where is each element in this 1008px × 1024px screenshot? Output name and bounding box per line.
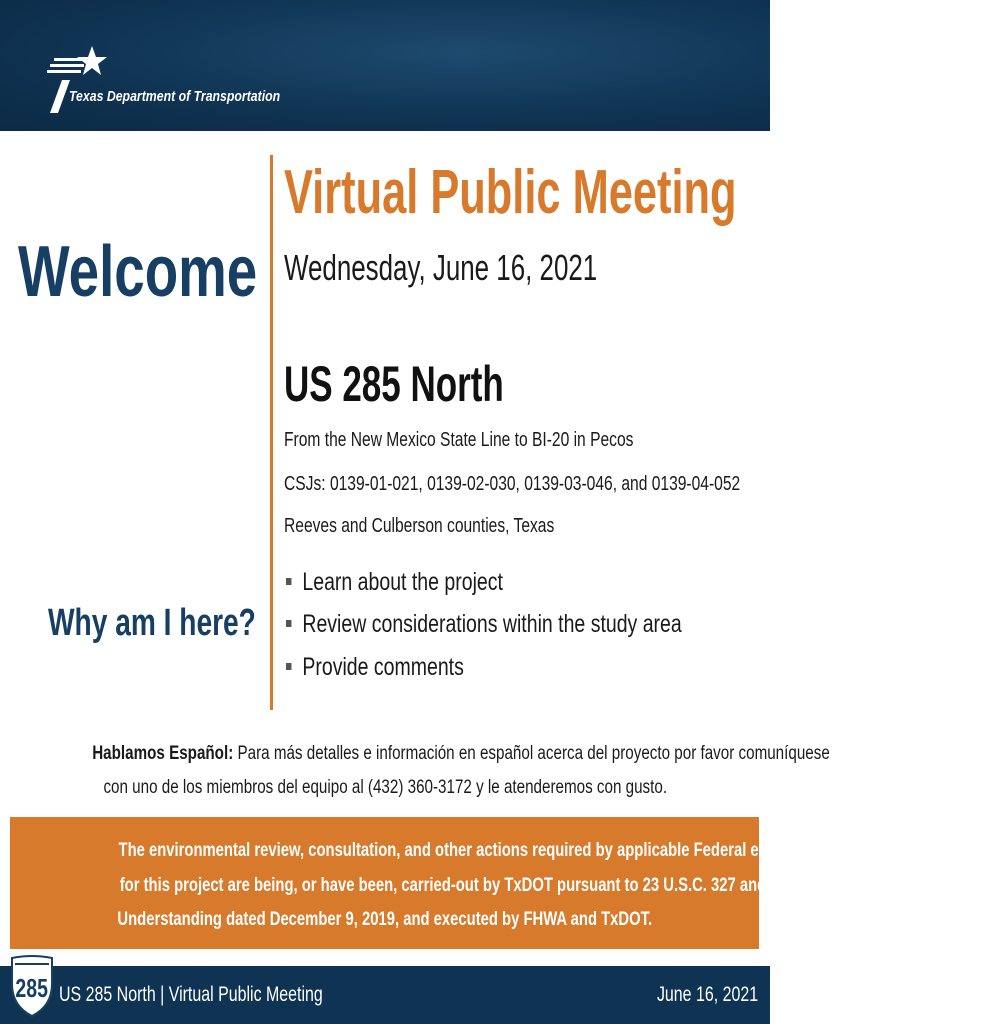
purpose-text: Provide comments xyxy=(302,653,464,681)
notice-text: Understanding dated December 9, 2019, and executed by FHWA and TxDOT. xyxy=(117,909,652,930)
footer-title: US 285 North | Virtual Public Meeting xyxy=(59,983,323,1006)
welcome-heading: Welcome xyxy=(18,232,258,312)
shield-number-text: 285 xyxy=(15,973,49,1003)
spanish-text-1: Para más detalles e información en español acerca del proyecto por favor comuníquese xyxy=(237,743,830,764)
purpose-text: Review considerations within the study area xyxy=(302,610,682,638)
why-heading: Why am I here? xyxy=(48,602,256,644)
header-banner xyxy=(0,0,770,131)
project-title: US 285 North xyxy=(284,356,504,412)
purpose-list-item xyxy=(286,612,682,637)
notice-text: for this project are being, or have been, carried-out by TxDOT pursuant to 23 U.S.C. 327 and a Memorandum of xyxy=(119,875,898,896)
bullet-square-icon xyxy=(286,620,291,627)
spanish-note-line-2 xyxy=(0,778,770,797)
spanish-note-line-1 xyxy=(0,743,830,764)
environmental-notice-box xyxy=(10,817,898,949)
purpose-list-item xyxy=(286,570,503,595)
notice-line xyxy=(10,910,759,929)
bullet-square-icon xyxy=(286,578,291,585)
notice-line xyxy=(10,840,888,861)
project-limits: From the New Mexico State Line to BI-20 in Pecos xyxy=(284,429,634,451)
meeting-title: Virtual Public Meeting xyxy=(284,158,737,227)
shield-number xyxy=(10,975,54,1001)
meeting-date: Wednesday, June 16, 2021 xyxy=(284,247,598,288)
purpose-list-item xyxy=(286,655,464,680)
project-counties: Reeves and Culberson counties, Texas xyxy=(284,515,555,537)
purpose-text: Learn about the project xyxy=(302,568,503,596)
logo-text: Texas Department of Transportation xyxy=(69,88,281,105)
spanish-text-2: con uno de los miembros del equipo al (432) 360-3172 y le atenderemos con gusto. xyxy=(103,777,667,798)
bullet-square-icon xyxy=(286,663,291,670)
divider-line xyxy=(270,155,273,710)
spanish-label: Hablamos Español: xyxy=(92,743,234,764)
project-csjs: CSJs: 0139-01-021, 0139-02-030, 0139-03-046, and 0139-04-052 xyxy=(284,473,741,495)
notice-line xyxy=(10,875,898,896)
footer-date: June 16, 2021 xyxy=(656,983,758,1006)
notice-text: The environmental review, consultation, and other actions required by applicable Federal environmental laws xyxy=(118,840,888,861)
